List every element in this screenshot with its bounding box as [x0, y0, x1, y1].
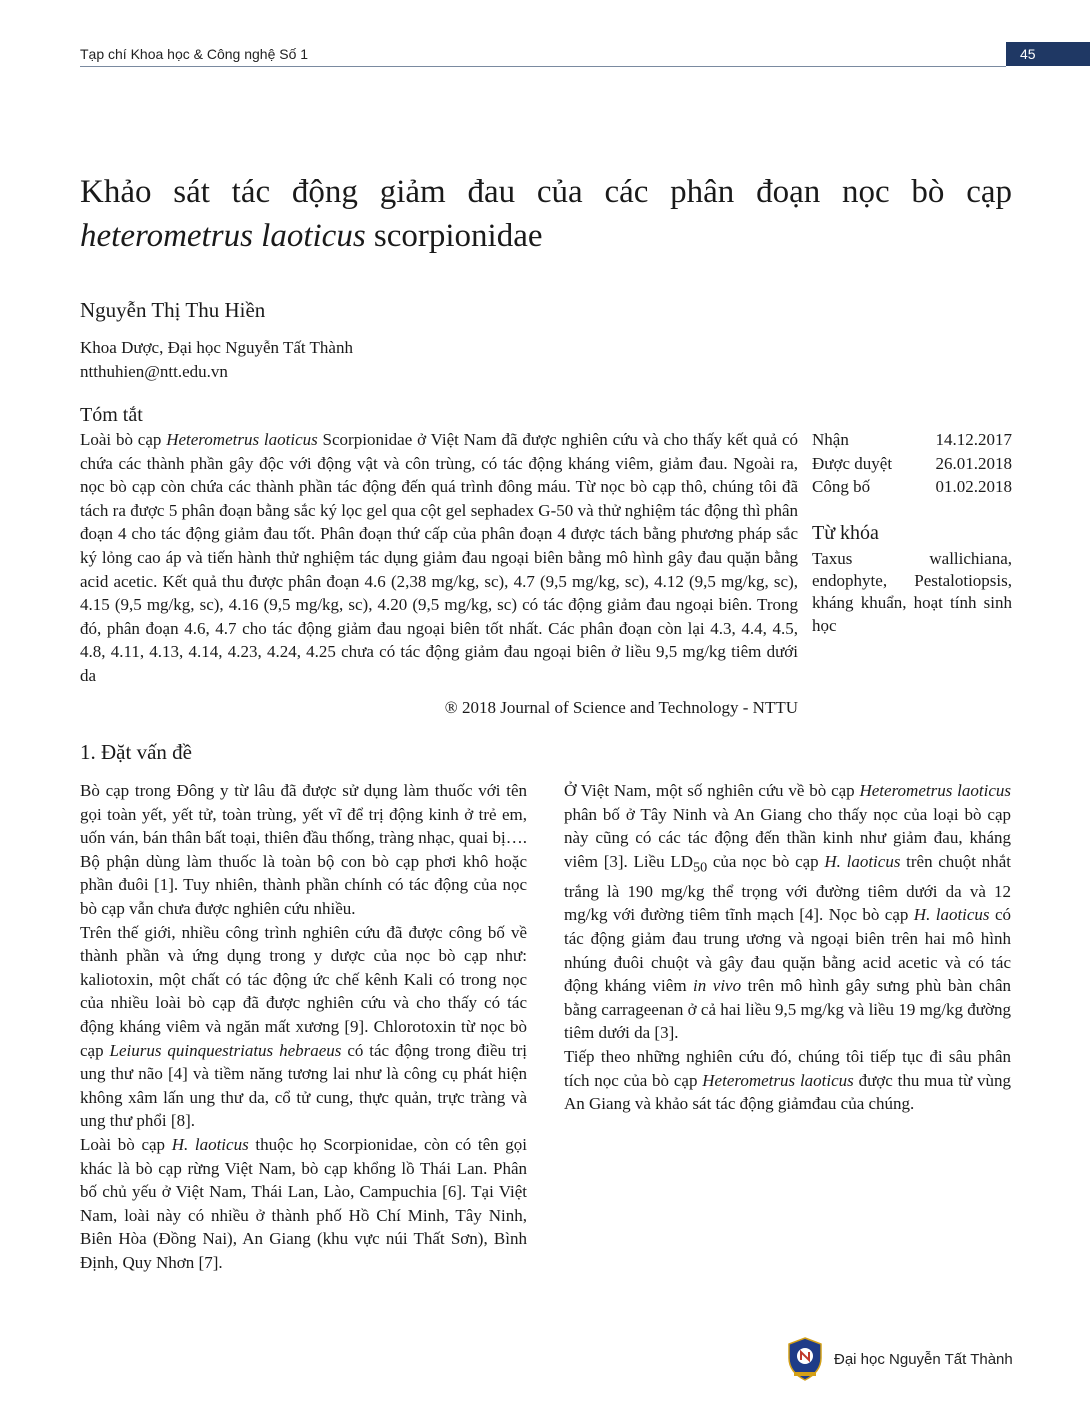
author-affiliation: Khoa Dược, Đại học Nguyễn Tất Thành: [80, 338, 353, 357]
date-published: Công bố 01.02.2018: [812, 477, 1012, 497]
body-column-left: [80, 779, 527, 1274]
date-accepted: Được duyệt 26.01.2018: [812, 453, 1012, 473]
author-email[interactable]: ntthuhien@ntt.edu.vn: [80, 362, 228, 381]
title-family: scorpionidae: [365, 218, 543, 254]
keywords-list: Taxus wallichiana, endophyte, Pestalotiopsis, kháng khuẩn, hoạt tính sinh học: [812, 549, 1012, 635]
paper-title: [80, 170, 1012, 258]
title-main: Khảo sát tác động giảm đau của các phân đoạn nọc bò cạp: [80, 174, 1012, 210]
paragraph-4: Ở Việt Nam, một số nghiên cứu về bò cạp Heterometrus laoticus phân bố ở Tây Ninh và An Giang cho thấy nọc của loại bò cạp này cũng có các tác động đến thần kinh như giảm đau, kháng viêm [3]. Liều $LD_{50}$ của nọc bò cạp H. laoticus trên chuột nhắt trắng là 190 mg/kg thể trọng với đường tiêm dưới da và 12 mg/kg với đường tiêm tĩnh mạch [4]. Nọc bò cạp H. laoticus có tác động giảm đau trung ương và ngoại biên trên hai mô hình nhúng đuôi chuột và gây đau quặn bằng acid acetic và có tác động kháng viêm in vivo trên mô hình gây sưng phù bàn chân bằng carrageenan ở cả hai liều 9,5 mg/kg và liều 19 mg/kg đường tiêm dưới da [3].: [564, 781, 1012, 1043]
keywords-heading: Từ khóa: [812, 522, 879, 544]
copyright-notice: ® 2018 Journal of Science and Technology - NTTU: [444, 698, 798, 717]
paragraph-1: Bò cạp trong Đông y từ lâu đã được sử dụng làm thuốc với tên gọi toàn yết, yết tử, toàn trùng, yết vĩ để trị động kinh ở trẻ em, uốn ván, bán thân bất toại, thiên đầu thống, tràng nhạc, quai bị…. Bộ phận dùng làm thuốc là toàn bộ con bò cạp phơi khô hoặc phần đuôi [1]. Tuy nhiên, thành phần chính có tác động của nọc bò cạp vẫn chưa được nghiên cứu nhiều.: [80, 781, 527, 918]
footer-institution: Đại học Nguyễn Tất Thành: [834, 1350, 1013, 1368]
footer: [786, 1336, 1013, 1382]
journal-name: Tạp chí Khoa học & Công nghệ Số 1: [80, 46, 309, 62]
page-number: 45: [1006, 42, 1090, 66]
paragraph-2: Trên thế giới, nhiều công trình nghiên cứu đã được công bố về thành phần và ứng dụng trong y dược của nọc bò cạp như: kaliotoxin, một chất có tác động ức chế kênh Kali có trong nọc của nhiều loài bò cạp đã được nghiên cứu và cho thấy có tác động kháng viêm và ngăn mất xương [9]. Chlorotoxin từ nọc bò cạp Leiurus quinquestriatus hebraeus có tác động trong điều trị ung thư não [4] và tiềm năng tương lai như là công cụ phát hiện không xâm lấn ung thư da, cổ tử cung, thực quản, trực tràng và ung thư phổi [8].: [80, 922, 528, 1131]
section-heading: 1. Đặt vấn đề: [80, 740, 192, 764]
header-rule: [80, 66, 1006, 67]
title-species: heterometrus laoticus: [80, 218, 366, 254]
author-name: Nguyễn Thị Thu Hiền: [80, 298, 266, 322]
abstract-heading: Tóm tắt: [80, 404, 143, 426]
ntt-shield-logo-icon: [786, 1336, 824, 1382]
abstract-body: Loài bò cạp Heterometrus laoticus Scorpionidae ở Việt Nam đã được nghiên cứu và cho thấy kết quả có chứa các thành phần gây độc với động vật và côn trùng, có tác động kháng viêm, giảm đau. Ngoài ra, nọc bò cạp còn chứa các thành phần tác động đến quá trình đông máu. Từ nọc bò cạp thô, chúng tôi đã tách ra được 5 phân đoạn bằng sắc ký lọc gel qua cột gel sephadex G-50 và thử nghiệm tác động thì phân đoạn 4 cho tác động giảm đau tốt. Phân đoạn thứ cấp của phân đoạn 4 được tách bằng phương pháp sắc ký lỏng cao áp và tiến hành thử nghiệm tác dụng giảm đau ngoại biên bằng mô hình gây đau quặn bằng acid acetic. Kết quả thu được phân đoạn 4.6 (2,38 mg/kg, sc), 4.7 (9,5 mg/kg, sc), 4.12 (9,5 mg/kg, sc), 4.15 (9,5 mg/kg, sc), 4.16 (9,5 mg/kg, sc), 4.20 (9,5 mg/kg, sc) có tác động giảm đau ngoại biên. Trong đó, phân đoạn 4.6, 4.7 cho tác động giảm đau ngoại biên tốt nhất. Các phân đoạn còn lại 4.3, 4.4, 4.5, 4.8, 4.11, 4.13, 4.14, 4.23, 4.24, 4.25 chưa có tác động giảm đau ngoại biên ở liều 9,5 mg/kg tiêm dưới da: [80, 430, 798, 685]
species-italic: Heterometrus laoticus: [166, 430, 318, 449]
paragraph-5: Tiếp theo những nghiên cứu đó, chúng tôi tiếp tục đi sâu phân tích nọc của bò cạp Heterometrus laoticus được thu mua từ vùng An Giang và khảo sát tác động giảmđau của chúng.: [564, 1046, 1012, 1114]
body-column-right: [564, 779, 1011, 1116]
date-received: Nhận 14.12.2017: [812, 430, 1012, 449]
paragraph-3: Loài bò cạp H. laoticus thuộc họ Scorpionidae, còn có tên gọi khác là bò cạp rừng Việt Nam, bò cạp khổng lồ Thái Lan. Phân bố chủ yếu ở Việt Nam, Thái Lan, Lào, Campuchia [6]. Tại Việt Nam, loài này có nhiều ở thành phố Hồ Chí Minh, Tây Ninh, Biên Hòa (Đồng Nai), An Giang (khu vực núi Thất Sơn), Bình Định, Quy Nhơn [7].: [80, 1134, 528, 1272]
article-dates: [812, 428, 1012, 499]
